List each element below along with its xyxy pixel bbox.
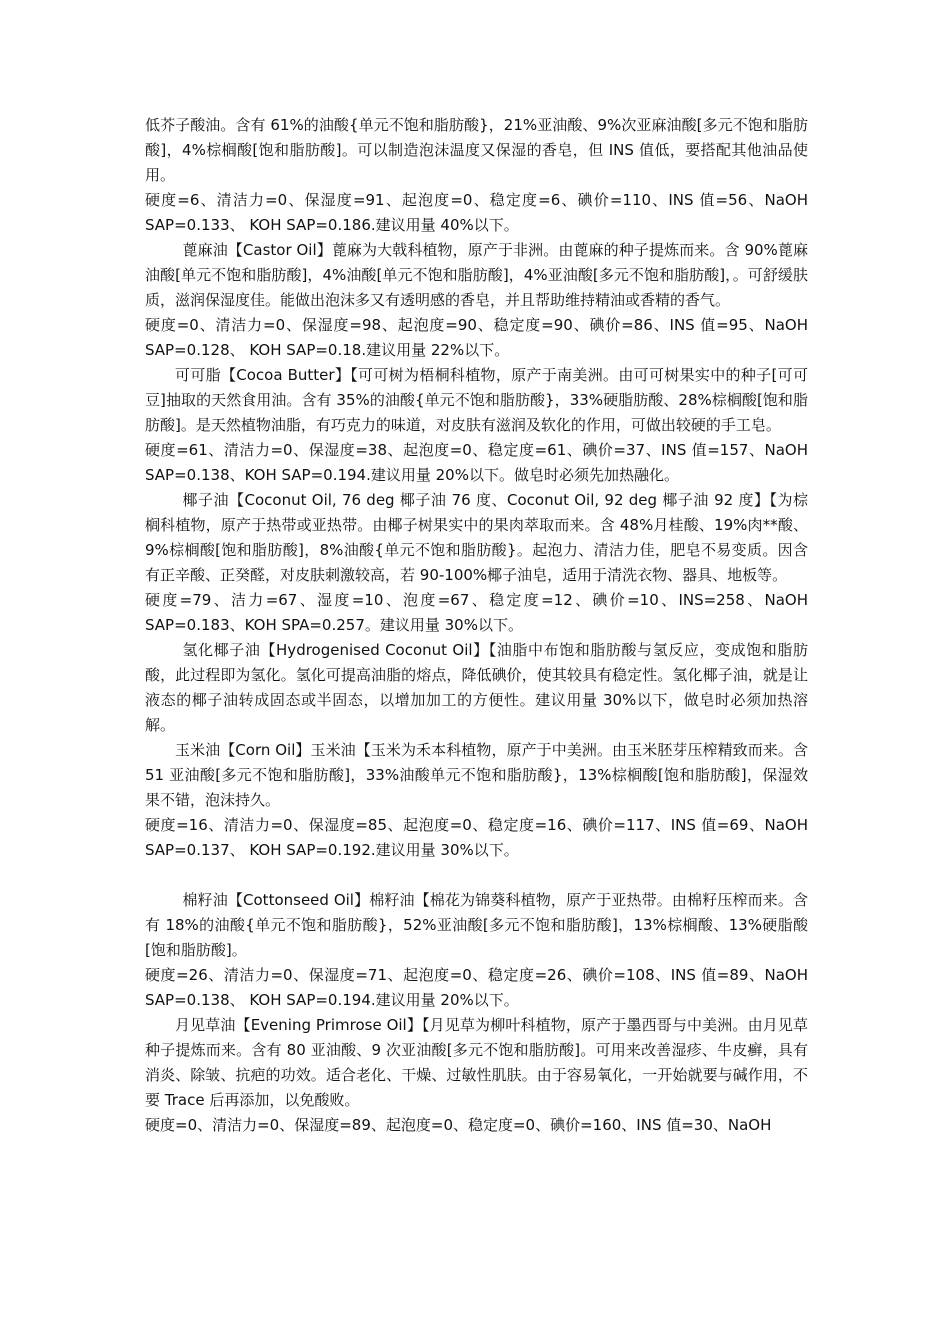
paragraph-corn-oil-stats: 硬度=16、清洁力=0、保湿度=85、起泡度=0、稳定度=16、碘价=117、INS 值=69、NaOH SAP=0.137、 KOH SAP=0.192.建议用量 30%以下。 bbox=[145, 816, 808, 859]
paragraph-cottonseed-oil-intro: 棉籽油【Cottonseed Oil】棉籽油【棉花为锦葵科植物，原产于亚热带。由棉籽压榨而来。含有 18%的油酸{单元不饱和脂肪酸}，52%亚油酸[多元不饱和脂肪酸]，13%棕榈酸、13%硬脂酸[饱和脂肪酸]。 bbox=[145, 891, 808, 959]
paragraph-castor-oil-intro: 蓖麻油【Castor Oil】蓖麻为大戟科植物，原产于非洲。由蓖麻的种子提炼而来。含 90%蓖麻油酸[单元不饱和脂肪酸]，4%油酸[单元不饱和脂肪酸]，4%亚油酸[多元不饱和脂肪酸]，。可舒缓肤质，滋润保湿度佳。能做出泡沫多又有透明感的香皂，并且帮助维持精油或香精的香气。 bbox=[145, 241, 808, 309]
paragraph-coconut-oil-stats: 硬度=79、洁力=67、湿度=10、泡度=67、稳定度=12、碘价=10、INS=258、NaOH SAP=0.183、KOH SPA=0.257。建议用量 30%以下。 bbox=[145, 591, 808, 634]
paragraph-cocoa-butter-stats: 硬度=61、清洁力=0、保湿度=38、起泡度=0、稳定度=61、碘价=37、INS 值=157、NaOH SAP=0.138、KOH SAP=0.194.建议用量 20%以下。做皂时必须先加热融化。 bbox=[145, 441, 808, 484]
paragraph-coconut-oil-intro: 椰子油【Coconut Oil, 76 deg 椰子油 76 度、Coconut Oil, 92 deg 椰子油 92 度】【为棕榈科植物，原产于热带或亚热带。由椰子树果实中的果肉萃取而来。含 48%月桂酸、19%肉**酸、9%棕榈酸[饱和脂肪酸]，8%油酸{单元不饱和脂肪酸}。起泡力、清洁力佳，肥皂不易变质。因含有正辛酸、正癸醛，对皮肤刺激较高，若 90-100%椰子油皂，适用于清洗衣物、器具、地板等。 bbox=[145, 491, 808, 584]
blank-line bbox=[145, 863, 808, 888]
paragraph-corn-oil-intro: 玉米油【Corn Oil】玉米油【玉米为禾本科植物，原产于中美洲。由玉米胚芽压榨精致而来。含 51 亚油酸[多元不饱和脂肪酸]，33%油酸单元不饱和脂肪酸}，13%棕榈酸[饱和脂肪酸]，保湿效果不错，泡沫持久。 bbox=[145, 741, 808, 809]
paragraph-hydrogenised-coconut-oil: 氢化椰子油【Hydrogenised Coconut Oil】【油脂中布饱和脂肪酸与氢反应，变成饱和脂肪酸，此过程即为氢化。氢化可提高油脂的熔点，降低碘价，使其较具有稳定性。氢化椰子油，就是让液态的椰子油转成固态或半固态，以增加加工的方便性。建议用量 30%以下，做皂时必须加热溶解。 bbox=[145, 641, 808, 734]
paragraph-castor-oil-stats: 硬度=0、清洁力=0、保湿度=98、起泡度=90、稳定度=90、碘价=86、INS 值=95、NaOH SAP=0.128、 KOH SAP=0.18.建议用量 22%以下。 bbox=[145, 316, 808, 359]
paragraph-low-erucic-oil-intro: 低芥子酸油。含有 61%的油酸{单元不饱和脂肪酸}，21%亚油酸、9%次亚麻油酸[多元不饱和脂肪酸]，4%棕榈酸[饱和脂肪酸]。可以制造泡沫温度又保湿的香皂，但 INS 值低，要搭配其他油品使用。 bbox=[145, 116, 808, 184]
paragraph-evening-primrose-oil-intro: 月见草油【Evening Primrose Oil】【月见草为柳叶科植物，原产于墨西哥与中美洲。由月见草种子提炼而来。含有 80 亚油酸、9 次亚油酸[多元不饱和脂肪酸]。可用来改善湿疹、牛皮癣，具有消炎、除皱、抗疤的功效。适合老化、干燥、过敏性肌肤。由于容易氧化，一开始就要与碱作用，不要 Trace 后再添加，以免酸败。 bbox=[145, 1016, 808, 1109]
paragraph-evening-primrose-oil-stats: 硬度=0、清洁力=0、保湿度=89、起泡度=0、稳定度=0、碘价=160、INS 值=30、NaOH bbox=[145, 1116, 772, 1134]
paragraph-cottonseed-oil-stats: 硬度=26、清洁力=0、保湿度=71、起泡度=0、稳定度=26、碘价=108、INS 值=89、NaOH SAP=0.138、 KOH SAP=0.194.建议用量 20%以下。 bbox=[145, 966, 808, 1009]
document-page bbox=[145, 113, 808, 1138]
paragraph-low-erucic-oil-stats: 硬度=6、清洁力=0、保湿度=91、起泡度=0、稳定度=6、碘价=110、INS 值=56、NaOH SAP=0.133、 KOH SAP=0.186.建议用量 40%以下。 bbox=[145, 191, 808, 234]
paragraph-cocoa-butter-intro: 可可脂【Cocoa Butter】【可可树为梧桐科植物，原产于南美洲。由可可树果实中的种子[可可豆]抽取的天然食用油。含有 35%的油酸{单元不饱和脂肪酸}，33%硬脂肪酸、28%棕榈酸[饱和脂肪酸]。是天然植物油脂，有巧克力的味道，对皮肤有滋润及软化的作用，可做出较硬的手工皂。 bbox=[145, 366, 808, 434]
